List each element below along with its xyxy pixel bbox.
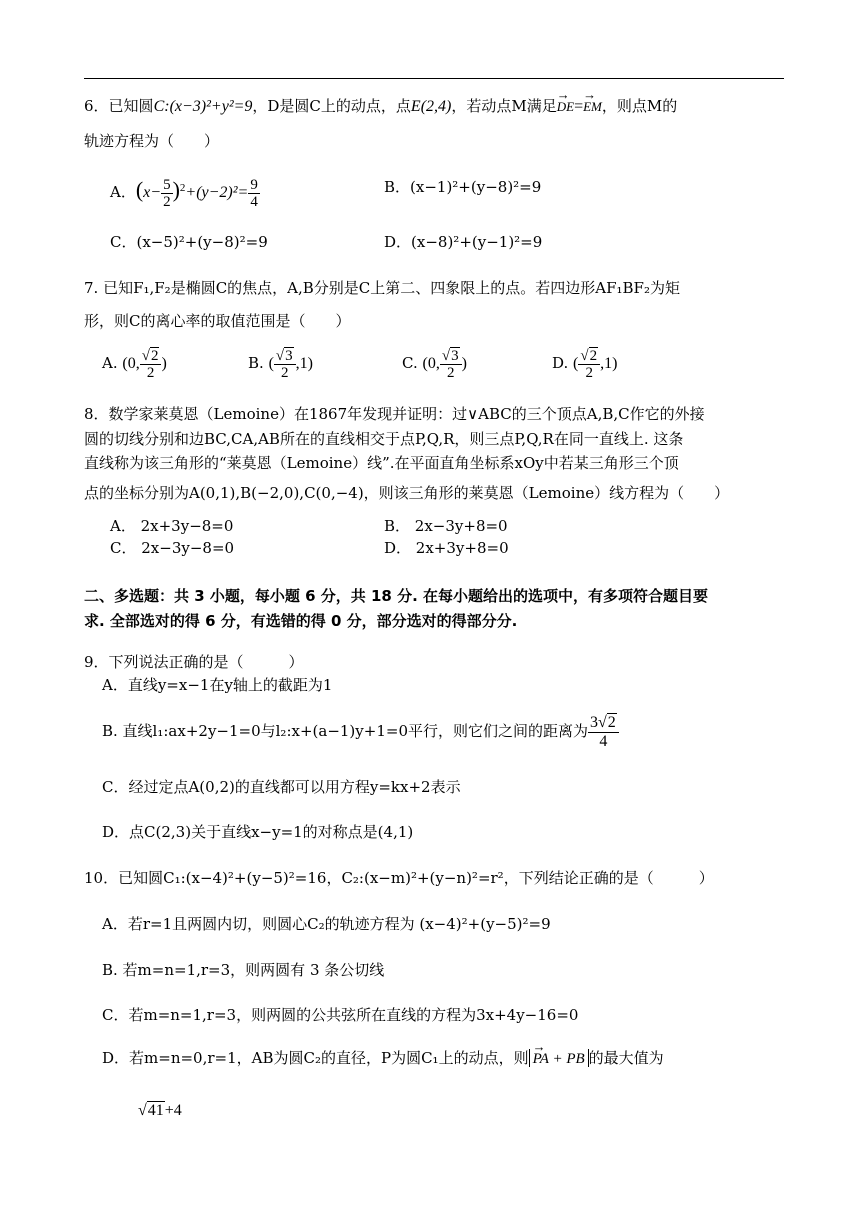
q10-option-c: C．若m=n=1,r=3，则两圆的公共弦所在直线的方程为3x+4y−16=0 [102,1006,579,1024]
vector-de: → DE [557,97,574,117]
q7-line2: 形，则C的离心率的取值范围是（ ） [84,312,351,330]
vector-em: → EM [583,97,602,117]
q8-line1: 8．数学家莱莫恩（Lemoine）在1867年发现并证明：过∨ABC的三个顶点A,B,C作它的外接 [84,405,705,423]
q10-option-d: D．若m=n=0,r=1，AB为圆C₂的直径，P为圆C₁上的动点，则→ PA + PB 的最大值为 [102,1048,664,1069]
q8-option-c: C． 2x−3y−8=0 [110,539,235,557]
section-heading-multi-choice: 二、多选题：共 3 小题，每小题 6 分，共 18 分. 在每小题给出的选项中，有多项符合题目要 [84,587,709,605]
q7-option-a: A. (0, $\frac{√2}{2}$ ) [102,347,167,381]
q10-option-b: B. 若m=n=1,r=3，则两圆有 3 条公切线 [102,961,385,979]
vector-pa-plus-pb: → PA + PB [533,1049,585,1069]
q8-option-d: D． 2x+3y+8=0 [384,539,509,557]
q7-line1: 7. 已知F₁,F₂是椭圆C的焦点，A,B分别是C上第二、四象限上的点。若四边形AF₁BF₂为矩 [84,279,680,297]
q7-option-b: B. ( $\frac{√3}{2}$ ,1) [248,347,313,381]
q6-option-a: A．(x− $\frac{5}{2}$ )$^2$+(y−2)²= $\frac{9}{4}$ [110,176,258,210]
q6-option-b: B．(x−1)²+(y−8)²=9 [384,178,542,196]
q10-option-a: A．若r=1且两圆内切，则圆心C₂的轨迹方程为 (x−4)²+(y−5)²=9 [102,915,551,933]
q7-option-d: D. ( $\frac{√2}{2}$ ,1) [552,347,618,381]
q6-line2: 轨迹方程为（ ） [84,132,220,150]
q8-line3: 直线称为该三角形的“莱莫恩（Lemoine）线”.在平面直角坐标系xOy中若某三角形三个顶 [84,454,679,472]
q6-option-c: C．(x−5)²+(y−8)²=9 [110,233,268,251]
q9-option-b: B. 直线l₁:ax+2y−1=0与l₂:x+(a−1)y+1=0平行，则它们之间的距离为 $\frac{3√2}{4}$ [102,712,619,751]
q9-stem: 9．下列说法正确的是（ ） [84,653,304,671]
q8-option-b: B． 2x−3y+8=0 [384,517,508,535]
q6-line1: 6．已知圆C:(x−3)²+y²=9，D是圆C上的动点，点E(2,4)，若动点M满足→ DE=→ EM，则点M的 [84,96,677,117]
section-heading-multi-choice-rules: 求. 全部选对的得 6 分，有选错的得 0 分，部分选对的得部分分. [84,612,518,630]
q7-option-c: C. (0, $\frac{√3}{2}$ ) [402,347,467,381]
q9-option-a: A．直线y=x−1在y轴上的截距为1 [102,676,333,694]
q8-line4: 点的坐标分别为A(0,1),B(−2,0),C(0,−4)，则该三角形的莱莫恩（Lemoine）线方程为（ ） [84,484,730,502]
q10-option-d-answer: √41+4 [138,1102,182,1119]
q6-option-d: D．(x−8)²+(y−1)²=9 [384,233,543,251]
q10-stem: 10．已知圆C₁:(x−4)²+(y−5)²=16，C₂:(x−m)²+(y−n)²=r²，下列结论正确的是（ ） [84,869,714,887]
q8-option-a: A． 2x+3y−8=0 [110,517,234,535]
header-rule [84,78,784,79]
q9-option-c: C．经过定点A(0,2)的直线都可以用方程y=kx+2表示 [102,778,461,796]
q8-line2: 圆的切线分别和边BC,CA,AB所在的直线相交于点P,Q,R，则三点P,Q,R在同一直线上. 这条 [84,430,684,448]
q9-option-d: D．点C(2,3)关于直线x−y=1的对称点是(4,1) [102,823,414,841]
